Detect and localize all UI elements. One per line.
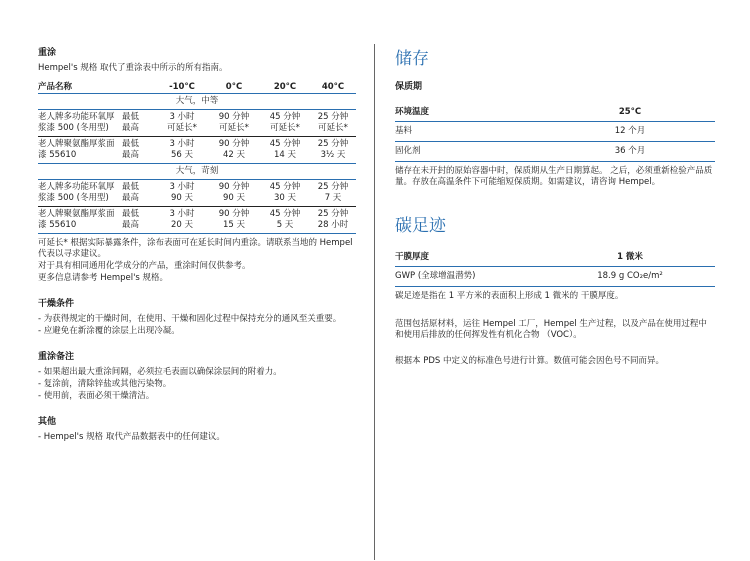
shelf-life-table <box>395 104 715 162</box>
cell-value: 30 天 <box>273 193 297 204</box>
cell-value: 可延长* <box>219 122 249 133</box>
table-row <box>38 109 356 136</box>
drying-title: 干燥条件 <box>38 299 75 310</box>
cell-value: 3 小时 <box>169 209 195 220</box>
header-minmax <box>122 82 156 94</box>
recoat-table <box>38 82 356 235</box>
list-item: - 应避免在新涂覆的涂层上出现冷凝。 <box>38 326 180 337</box>
row-value: 36 个月 <box>614 145 646 156</box>
right-column <box>395 48 715 368</box>
row-label: 基料 <box>395 125 413 136</box>
shelf-note: 储存在未开封的原始容器中时，保质期从生产日期算起。 之后，必须重新检验产品质量。存放在高温条件下可能缩短保质期。如需建议，请咨询 Hempel。 <box>395 165 713 187</box>
max-label: 最高 <box>122 149 140 160</box>
cell-value: 25 分钟 <box>317 182 349 193</box>
cell-value: 3 小时 <box>169 111 195 122</box>
storage-title: 储存 <box>395 49 429 69</box>
cell-value: 90 分钟 <box>218 209 250 220</box>
header-ambient-temp: 环境温度 <box>395 106 430 117</box>
recoat-table-header <box>38 82 356 94</box>
cell-value: 90 分钟 <box>218 182 250 193</box>
cell-value: 90 天 <box>222 193 246 204</box>
cell-value: 可延长* <box>318 122 348 133</box>
header-product: 产品名称 <box>38 81 73 92</box>
shelf-life-title: 保质期 <box>395 82 423 93</box>
product-name: 老人牌多功能环氧厚浆漆 500 (冬用型) <box>38 182 115 204</box>
recoat-notes <box>38 238 356 284</box>
row-label: 固化剂 <box>395 145 421 156</box>
cell-value: 3 小时 <box>169 138 195 149</box>
table-row <box>395 267 715 287</box>
note-line: 对于具有相同通用化学成分的产品，重涂时间仅供参考。 <box>38 261 251 272</box>
header-temp-40: 40°C <box>321 81 345 92</box>
row-label: GWP (全球增温潜势) <box>395 271 476 282</box>
min-label: 最低 <box>122 111 140 122</box>
left-column <box>38 48 356 444</box>
max-label: 最高 <box>122 122 140 133</box>
carbon-table <box>395 249 715 287</box>
list-item: - 使用前，表面必须干燥清洁。 <box>38 391 155 401</box>
min-label: 最低 <box>122 182 140 193</box>
group-label-row <box>38 164 356 180</box>
note-line: 更多信息请参考 Hempel's 规格。 <box>38 273 169 284</box>
cell-value: 28 小时 <box>317 220 349 231</box>
list-item: - Hempel's 规格 取代产品数据表中的任何建议。 <box>38 431 225 442</box>
note-line: 可延长* 根据实际暴露条件，涂布表面可在延长时间内重涂。请联系当地的 Hempel代表以寻求建议。 <box>38 238 353 260</box>
group-label-row <box>38 93 356 109</box>
table-row <box>38 136 356 163</box>
header-temp-0: 0°C <box>225 81 243 92</box>
header-temp-25: 25°C <box>618 106 642 117</box>
list-item: - 为获得规定的干燥时间，在使用、干燥和固化过程中保持充分的通风至关重要。 <box>38 314 342 325</box>
cell-value: 45 分钟 <box>269 182 301 193</box>
recoat-remarks-title: 重涂备注 <box>38 352 75 363</box>
cell-value: 20 天 <box>170 220 194 231</box>
cell-value: 3 小时 <box>169 182 195 193</box>
header-temp-20: 20°C <box>273 81 297 92</box>
recoat-title: 重涂 <box>38 48 57 58</box>
cell-value: 15 天 <box>222 220 246 231</box>
scope-note: 范围包括原材料，运往 Hempel 工厂，Hempel 生产过程，以及产品在使用过程中和使用后排放的任何挥发性有机化合物 （VOC）。 <box>395 319 707 341</box>
product-name: 老人牌多功能环氧厚浆漆 500 (冬用型) <box>38 111 115 133</box>
cell-value: 25 分钟 <box>317 111 349 122</box>
list-item: - 复涂前，清除锌盐或其他污染物。 <box>38 378 172 389</box>
carbon-table-header <box>395 249 715 267</box>
cell-value: 14 天 <box>273 149 297 160</box>
table-row <box>395 141 715 161</box>
row-value: 18.9 g CO₂e/m² <box>597 271 663 282</box>
product-name: 老人牌聚氨酯厚浆面漆 55610 <box>38 209 115 231</box>
recoat-intro: Hempel's 规格 取代了重涂表中所示的所有指南。 <box>38 62 228 73</box>
cell-value: 7 天 <box>324 193 342 204</box>
carbon-footprint-title: 碳足迹 <box>395 216 446 237</box>
group-label: 大气，中等 <box>175 95 219 106</box>
list-item: - 如果超出最大重涂间隔，必须拉毛表面以确保涂层间的附着力。 <box>38 366 282 377</box>
table-row <box>395 121 715 141</box>
cell-value: 90 分钟 <box>218 111 250 122</box>
cell-value: 5 天 <box>276 220 294 231</box>
header-temp-minus10: -10°C <box>169 81 195 92</box>
cell-value: 90 天 <box>170 193 194 204</box>
table-row <box>38 207 356 234</box>
cell-value: 42 天 <box>222 149 246 160</box>
max-label: 最高 <box>122 220 140 231</box>
product-name: 老人牌聚氨酯厚浆面漆 55610 <box>38 138 115 160</box>
carbon-note: 碳足迹是指在 1 平方米的表面积上形成 1 微米的 干膜厚度。 <box>395 291 624 302</box>
cell-value: 45 分钟 <box>269 209 301 220</box>
cell-value: 56 天 <box>170 149 194 160</box>
cell-value: 3½ 天 <box>320 149 346 160</box>
cell-value: 45 分钟 <box>269 138 301 149</box>
cell-value: 25 分钟 <box>317 138 349 149</box>
cell-value: 45 分钟 <box>269 111 301 122</box>
group-label: 大气，苛刻 <box>175 166 219 177</box>
header-dft: 干膜厚度 <box>395 252 430 263</box>
table-row <box>38 180 356 207</box>
shelf-table-header <box>395 104 715 122</box>
max-label: 最高 <box>122 193 140 204</box>
column-divider <box>374 44 375 560</box>
cell-value: 可延长* <box>167 122 197 133</box>
min-label: 最低 <box>122 209 140 220</box>
cell-value: 90 分钟 <box>218 138 250 149</box>
calculation-note: 根据本 PDS 中定义的标准色号进行计算。数值可能会因色号不同而异。 <box>395 356 664 367</box>
header-micron: 1 微米 <box>617 252 643 263</box>
min-label: 最低 <box>122 138 140 149</box>
row-value: 12 个月 <box>614 125 646 136</box>
cell-value: 可延长* <box>270 122 300 133</box>
other-title: 其他 <box>38 417 57 428</box>
cell-value: 25 分钟 <box>317 209 349 220</box>
